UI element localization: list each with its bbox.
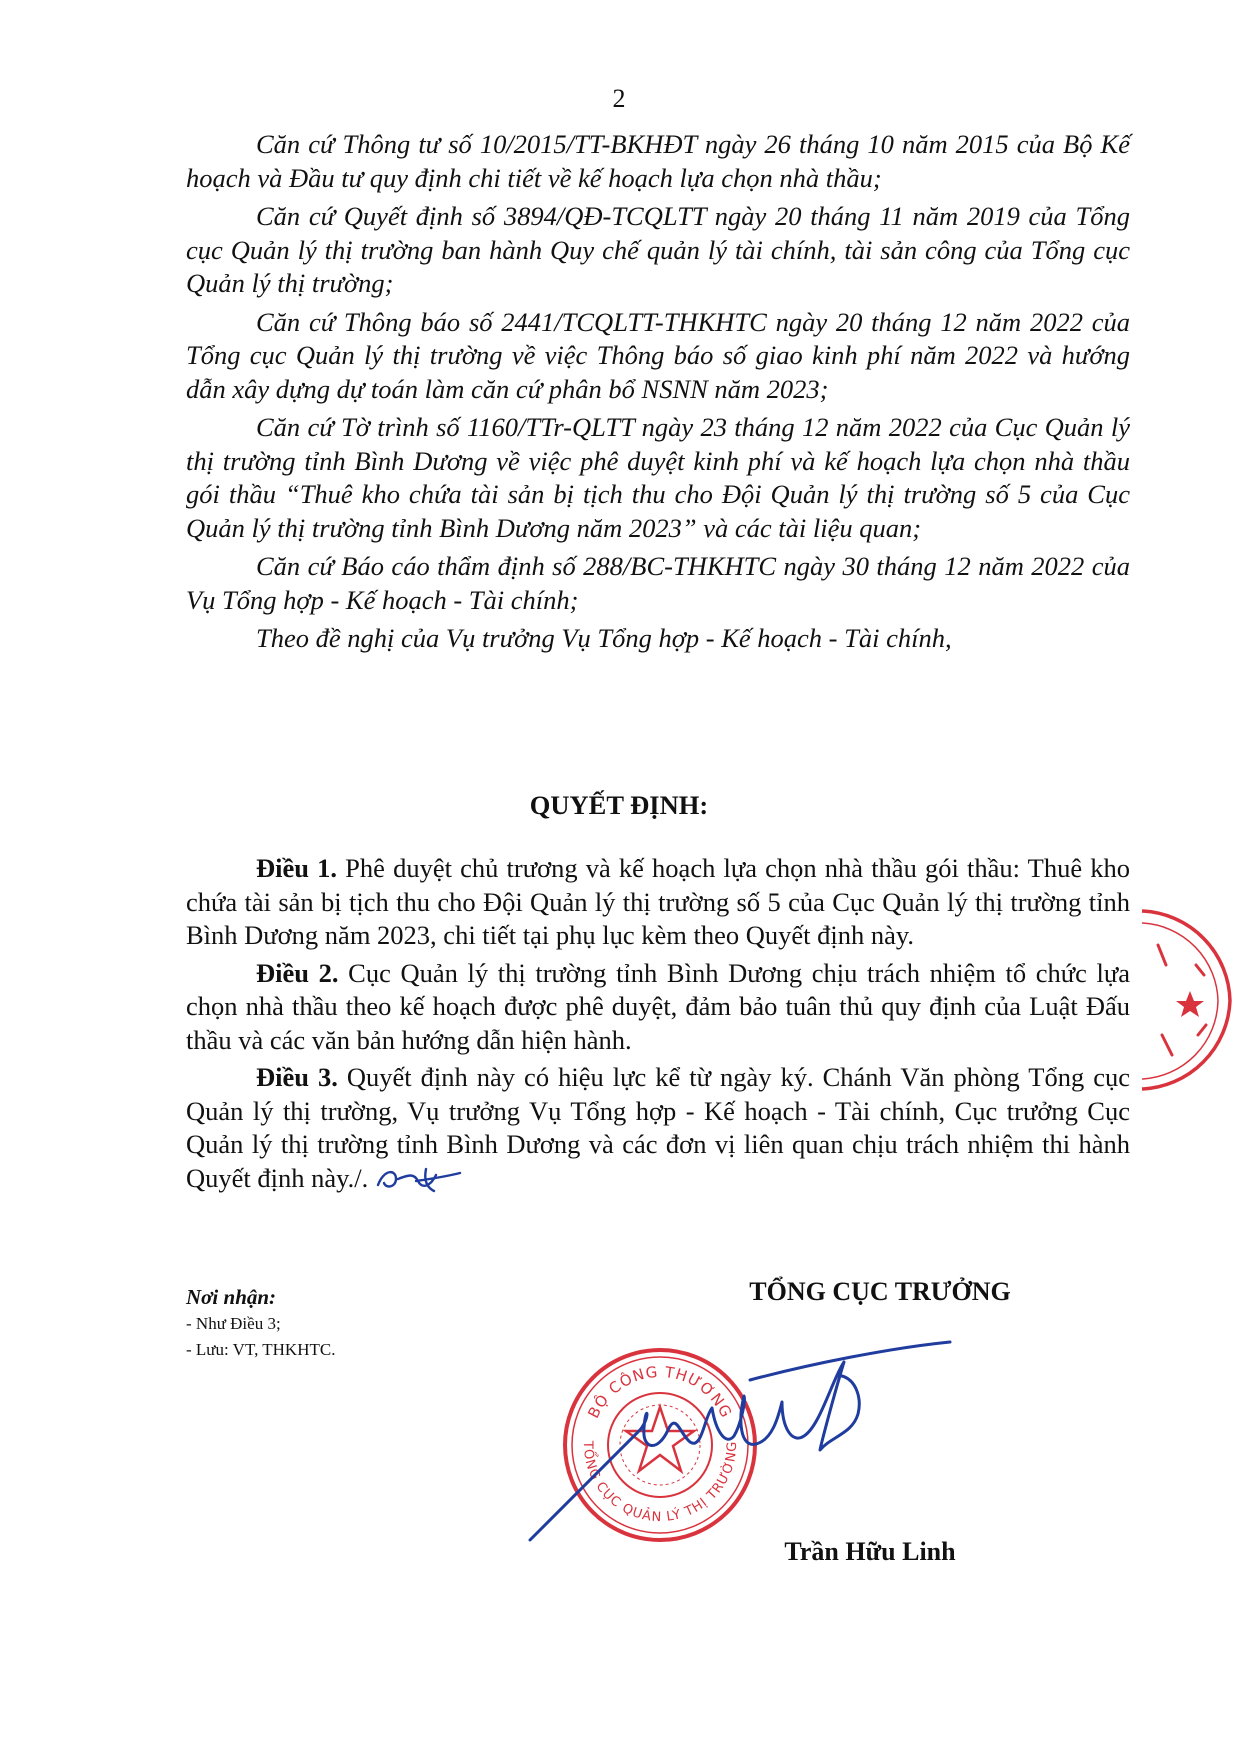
article-2-label: Điều 2. (256, 957, 339, 988)
article-1-label: Điều 1. (256, 853, 338, 883)
legal-basis-section (186, 128, 1130, 656)
articles-section (186, 852, 1130, 1195)
article-2-text: Cục Quản lý thị trường tỉnh Bình Dương chịu trách nhiệm tổ chức lựa chọn nhà thầu theo kế hoạch được phê duyệt, đảm bảo tuân thủ quy định của Luật Đấu thầu và các văn bản hướng dẫn hiện hành. (186, 957, 1130, 1055)
basis-decision: Căn cứ Quyết định số 3894/QĐ-TCQLTT ngày 20 tháng 11 năm 2019 của Tổng cục Quản lý thị trường ban hành Quy chế quản lý tài chính, tài sản công của Tổng cục Quản lý thị trường; (186, 201, 1130, 298)
basis-recommendation: Theo đề nghị của Vụ trưởng Vụ Tổng hợp - Kế hoạch - Tài chính, (256, 623, 952, 653)
article-3-label: Điều 3. (256, 1062, 338, 1092)
article-1 (186, 852, 1130, 953)
decision-title: QUYẾT ĐỊNH: (529, 790, 709, 820)
recipient-item: - Như Điều 3; (186, 1314, 281, 1333)
article-2 (186, 957, 1130, 1058)
article-3-text: Quyết định này có hiệu lực kể từ ngày ký. Chánh Văn phòng Tổng cục Quản lý thị trường, Vụ trưởng Vụ Tổng hợp - Kế hoạch - Tài chính, Cục trưởng Cục Quản lý thị trường tỉnh Bình Dương và các đơn vị liên quan chịu trách nhiệm thi hành Quyết định này./. (186, 1062, 1130, 1193)
handwritten-signature (520, 1340, 1040, 1570)
signer-title: TỔNG CỤC TRƯỞNG (749, 1277, 1011, 1306)
article-1-text: Phê duyệt chủ trương và kế hoạch lựa chọn nhà thầu gói thầu: Thuê kho chứa tài sản bị tịch thu cho Đội Quản lý thị trường số 5 của Cục Quản lý thị trường tỉnh Bình Dương năm 2023, chi tiết tại phụ lục kèm theo Quyết định này. (186, 853, 1130, 950)
basis-proposal: Căn cứ Tờ trình số 1160/TTr-QLTT ngày 23 tháng 12 năm 2022 của Cục Quản lý thị trường tỉnh Bình Dương về việc phê duyệt kinh phí và kế hoạch lựa chọn nhà thầu gói thầu “Thuê kho chứa tài sản bị tịch thu cho Đội Quản lý thị trường số 5 của Cục Quản lý thị trường tỉnh Bình Dương năm 2023” và các tài liệu quan; (186, 412, 1130, 543)
seal-margin-fragment (1138, 905, 1238, 1095)
recipient-item: - Lưu: VT, THKHTC. (186, 1340, 336, 1359)
article-3 (186, 1061, 1130, 1195)
basis-notice: Căn cứ Thông báo số 2441/TCQLTT-THKHTC ngày 20 tháng 12 năm 2022 của Tổng cục Quản lý thị trường về việc Thông báo số giao kinh phí năm 2022 và hướng dẫn xây dựng dự toán làm căn cứ phân bổ NSNN năm 2023; (186, 306, 1130, 404)
basis-circular: Căn cứ Thông tư số 10/2015/TT-BKHĐT ngày 26 tháng 10 năm 2015 của Bộ Kế hoạch và Đầu tư quy định chi tiết về kế hoạch lựa chọn nhà thầu; (186, 129, 1130, 193)
signer-name: Trần Hữu Linh (784, 1537, 956, 1566)
seal-bottom-text: TỔNG CỤC QUẢN LÝ THỊ TRƯỜNG (579, 1440, 741, 1526)
recipients-block (186, 1283, 335, 1363)
initials-mark (374, 1165, 462, 1195)
recipients-heading: Nơi nhận: (186, 1285, 277, 1309)
basis-appraisal-report: Căn cứ Báo cáo thẩm định số 288/BC-THKHTC ngày 30 tháng 12 năm 2022 của Vụ Tổng hợp - Kế hoạch - Tài chính; (186, 551, 1130, 615)
seal-top-text: BỘ CÔNG THƯƠNG (584, 1362, 736, 1422)
page-number: 2 (612, 84, 626, 113)
